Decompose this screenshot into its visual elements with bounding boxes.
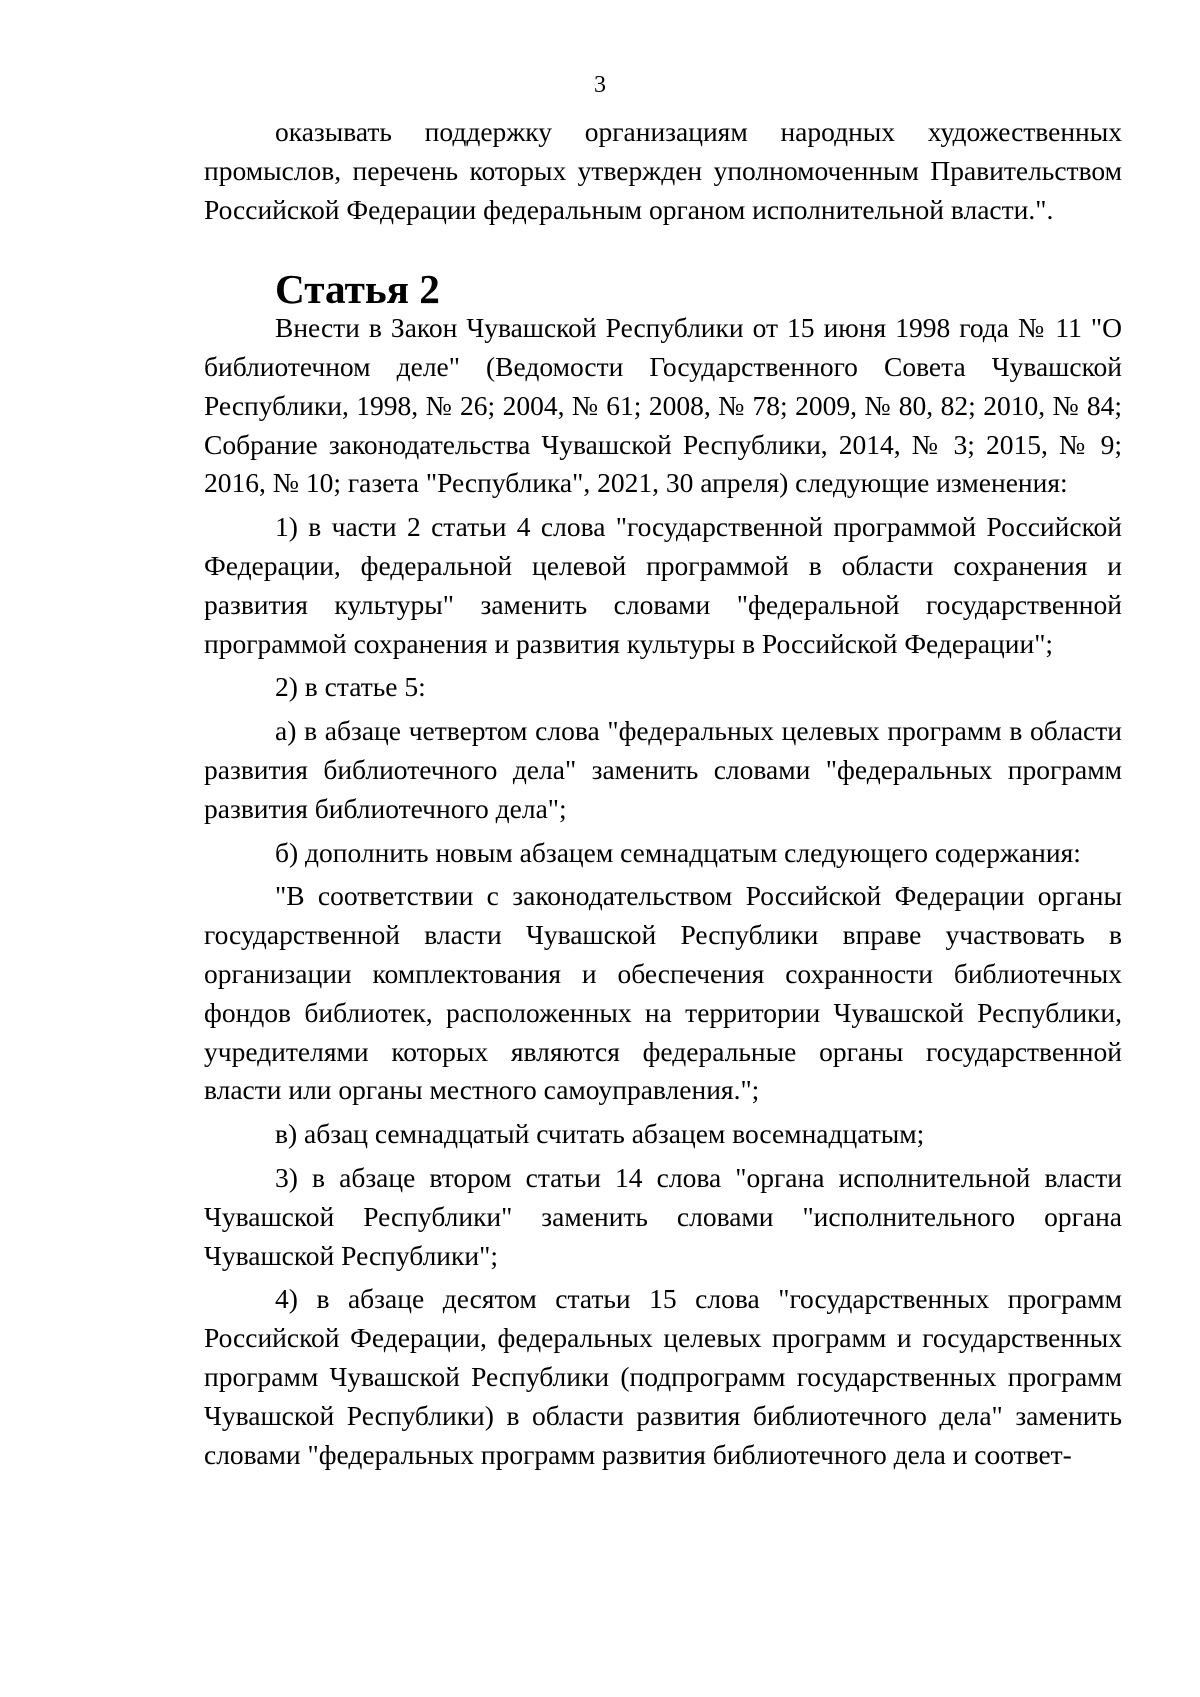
paragraph-quote: "В соответствии с законодательством Российской Федерации органы государственной власти Чувашской Республики вправе участвовать в организации комплектования и обеспечения сохранности библиотечных фондов библиотек, расположенных на территории Чувашской Республики, учредителями которых являются федеральные органы государственной власти или органы местного самоуправления."; <box>204 880 1122 1106</box>
article-heading: Статья 2 <box>275 266 440 313</box>
paragraph-intro: Внести в Закон Чувашской Республики от 15 июня 1998 года № 11 "О библиотечном деле" (Ведомости Государственного Совета Чувашской Республики, 1998, № 26; 2004, № 61; 2008, № 78; 2009, № 80, 82; 2010, № 84; Собрание законодательства Чувашской Республики, 2014, № 3; 2015, № 9; 2016, № 10; газета "Республика", 2021, 30 апреля) следующие изменения: <box>204 312 1122 499</box>
paragraph-item-3: 3) в абзаце втором статьи 14 слова "органа исполнительной власти Чувашской Республики" заменить словами "исполнительного органа Чувашской Республики"; <box>204 1161 1122 1271</box>
document-body <box>204 113 1122 1474</box>
paragraph-item-2b: б) дополнить новым абзацем семнадцатым следующего содержания: <box>275 836 1081 868</box>
paragraph-continuation: оказывать поддержку организациям народных художественных промыслов, перечень которых утвержден уполномоченным Правительством Российской Федерации федеральным органом исполнительной власти.". <box>204 116 1122 225</box>
paragraph-item-2: 2) в статье 5: <box>275 671 426 703</box>
paragraph-item-2c: в) абзац семнадцатый считать абзацем восемнадцатым; <box>275 1118 925 1150</box>
paragraph-item-1: 1) в части 2 статьи 4 слова "государственной программой Российской Федерации, федеральной целевой программой в области сохранения и развития культуры" заменить словами "федеральной государственной программой сохранения и развития культуры в Российской Федерации"; <box>204 511 1122 659</box>
paragraph-item-4: 4) в абзаце десятом статьи 15 слова "государственных программ Российской Федерации, федеральных целевых программ и государственных программ Чувашской Республики (подпрограмм государственных программ Чувашской Республики) в области развития библиотечного дела" заменить словами "федеральных программ развития библиотечного дела и соответ- <box>204 1283 1122 1470</box>
paragraph-item-2a: а) в абзаце четвертом слова "федеральных целевых программ в области развития библиотечного дела" заменить словами "федеральных программ развития библиотечного дела"; <box>204 715 1122 824</box>
page-number: 3 <box>594 72 606 98</box>
